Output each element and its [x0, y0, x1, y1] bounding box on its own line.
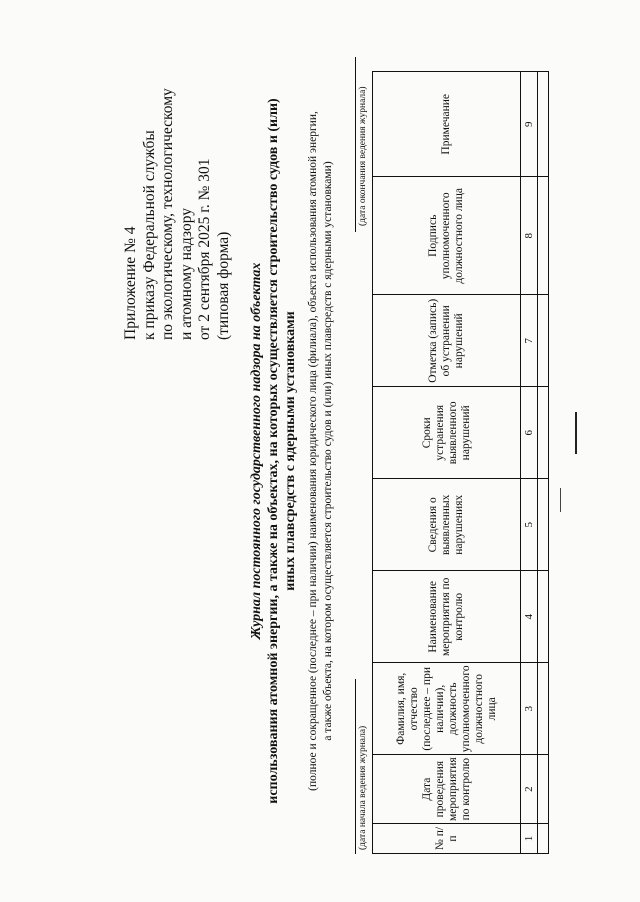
- table-header-row: [373, 72, 521, 854]
- table-cell: [538, 479, 549, 571]
- table-cell: [538, 663, 549, 755]
- header-date: Дата проведения мероприятия по контролю: [373, 755, 521, 824]
- table-cell: [538, 571, 549, 663]
- header-deadlines: Сроки устранения выявленного нарушений: [373, 387, 521, 479]
- appendix-line: и атомному надзору: [177, 208, 195, 340]
- title-line-3: иных плавсредств с ядерными установками: [283, 311, 298, 591]
- column-number: 1: [521, 824, 538, 854]
- appendix-block: [122, 40, 234, 340]
- appendix-line: (типовая форма): [214, 231, 232, 340]
- table-cell: [538, 295, 549, 387]
- title-line-2: использования атомной энергии, а также на объектах, на которых осуществляется строительство судов и (или): [266, 98, 281, 804]
- header-signature: Подпись уполномоченного должностного лица: [373, 177, 521, 295]
- end-date-line: [355, 57, 356, 232]
- appendix-line: по экологическому, технологическому: [159, 88, 177, 340]
- appendix-line: Приложение № 4: [122, 226, 139, 340]
- end-date-caption: (дата окончания ведения журнала): [358, 86, 368, 226]
- header-number: № п/п: [373, 824, 521, 854]
- column-number: 6: [521, 387, 538, 479]
- column-number: 7: [521, 295, 538, 387]
- column-number: 5: [521, 479, 538, 571]
- column-number: 4: [521, 571, 538, 663]
- start-date-line: [355, 679, 356, 854]
- caption-line-1: (полное и сокращенное (последнее – при наличии) наименования юридического лица (филиала), объекта использования атомной энергии,: [307, 111, 319, 791]
- table-cell: [538, 755, 549, 824]
- organization-caption: [306, 0, 335, 902]
- column-number: 2: [521, 755, 538, 824]
- column-number: 8: [521, 177, 538, 295]
- appendix-line: к приказу Федеральной службы: [140, 130, 158, 340]
- scan-mark-line: [560, 488, 561, 512]
- header-note: Примечание: [373, 72, 521, 177]
- table-cell: [538, 387, 549, 479]
- table-empty-row: [538, 72, 549, 854]
- table-cell: [538, 824, 549, 854]
- table-cell: [538, 72, 549, 177]
- table-cell: [538, 177, 549, 295]
- appendix-line: от 2 сентября 2025 г. № 301: [196, 158, 214, 340]
- table-numbers-row: [521, 72, 538, 854]
- header-official: Фамилия, имя, отчество (последнее – при наличии), должность уполномоченного должностного лица: [373, 663, 521, 755]
- title-line-1: Журнал постоянного государственного надзора на объектах: [249, 262, 264, 640]
- header-elimination-mark: Отметка (запись) об устранении нарушений: [373, 295, 521, 387]
- caption-line-2: а также объекта, на котором осуществляется строительство судов и (или) иных плавсредств с ядерными установками): [321, 161, 334, 741]
- column-number: 9: [521, 72, 538, 177]
- journal-title: [248, 0, 299, 902]
- header-activity: Наименование мероприятия по контролю: [373, 571, 521, 663]
- scan-mark-line: [575, 412, 577, 454]
- column-number: 3: [521, 663, 538, 755]
- start-date-caption: (дата начала ведения журнала): [358, 725, 368, 850]
- header-violations: Сведения о выявленных нарушениях: [373, 479, 521, 571]
- journal-table: [372, 71, 549, 854]
